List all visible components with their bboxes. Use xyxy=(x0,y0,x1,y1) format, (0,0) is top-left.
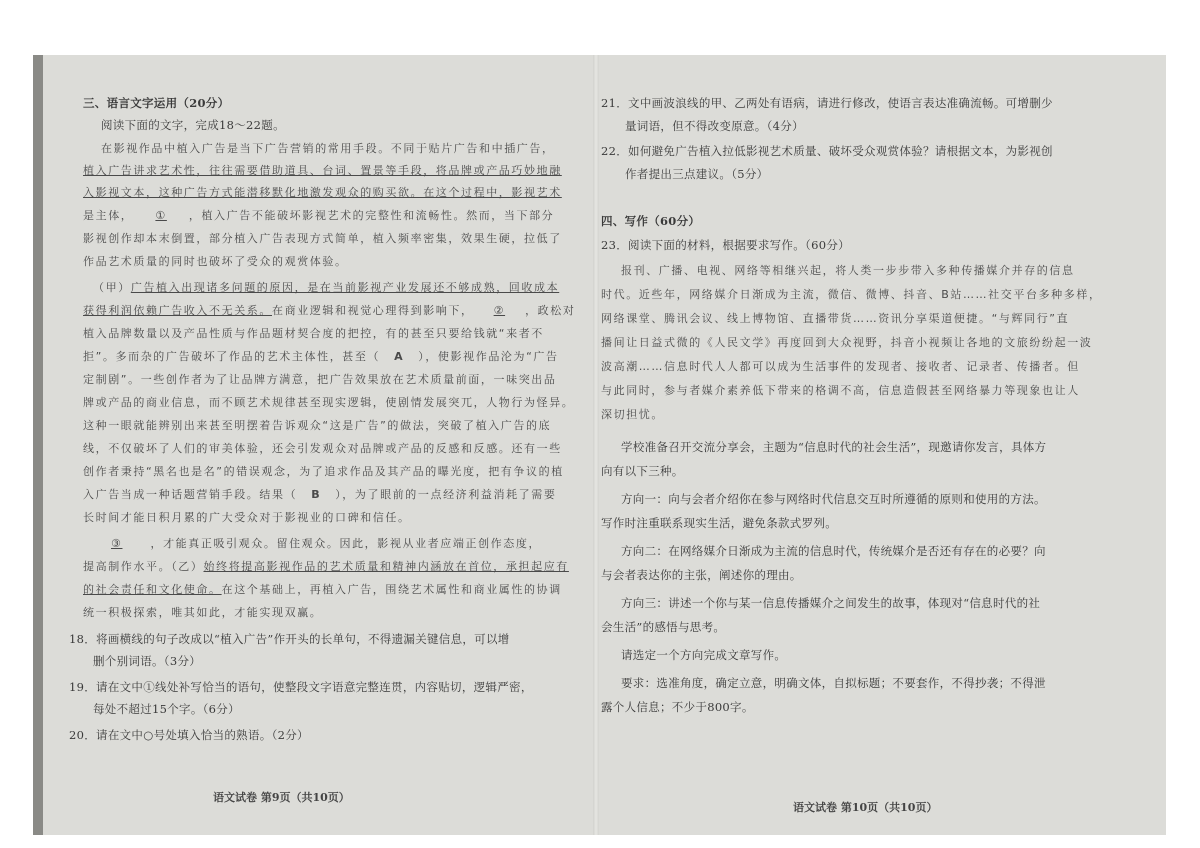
passage-line: 这种一眼就能辨别出来甚至明摆着告诉观众“这是广告”的做法，突破了植入广告的底 xyxy=(83,419,552,432)
question-18: 18．将画横线的句子改成以“植入广告”作开头的长单句，不得遗漏关键信息，可以增 xyxy=(69,632,510,646)
passage-line: 影视创作却本末倒置，部分植入广告表现方式简单，植入频率密集，效果生硬，拉低了 xyxy=(83,232,562,245)
blank-B: B xyxy=(311,488,322,501)
question-20: 20．请在文中○号处填入恰当的熟语。（2分） xyxy=(69,728,309,742)
direction-3-cont: 会生活”的感悟与思考。 xyxy=(601,620,726,634)
material-line: 报刊、广播、电视、网络等相继兴起，将人类一步步带入多种传播媒介并存的信息 xyxy=(621,264,1075,277)
text: 在商业逻辑和视觉心理得到影响下， xyxy=(272,304,474,317)
passage-line xyxy=(83,303,575,319)
passage-line: 长时间才能日积月累的广大受众对于影视业的口碑和信任。 xyxy=(83,511,411,524)
choose-instruction: 请选定一个方向完成文章写作。 xyxy=(621,648,787,662)
direction-2: 方向二：在网络媒介日渐成为主流的信息时代，传统媒介是否还有存在的必要？向 xyxy=(621,544,1046,558)
material-line: 时代。近些年，网络媒介日渐成为主流，微信、微博、抖音、B站……社交平台多种多样， xyxy=(601,288,1102,301)
section-4-title: 四、写作（60分） xyxy=(601,214,701,228)
material-line: 播间让日益式微的《人民文学》再度回到大众视野，抖音小视频让各地的文旅纷纷起一波 xyxy=(601,336,1093,349)
passage-line xyxy=(83,208,554,224)
question-18-cont: 删个别词语。（3分） xyxy=(93,654,202,668)
text: 入广告当成一种话题营销手段。结果（ xyxy=(83,488,298,501)
passage-line: 作品艺术质量的同时也破坏了受众的观赏体验。 xyxy=(83,255,348,268)
text: ），为了眼前的一点经济利益消耗了需要 xyxy=(335,488,557,501)
material-line: 波高潮……信息时代人人都可以成为生活事件的发现者、接收者、记录者、传播者。但 xyxy=(601,360,1080,373)
section-3-title: 三、语言文字运用（20分） xyxy=(83,96,230,110)
passage-line: 牌或产品的商业信息，而不顾艺术规律甚至现实逻辑，使剧情发展突兀，人物行为怪异。 xyxy=(83,396,575,409)
question-22-cont: 作者提出三点建议。（5分） xyxy=(625,167,769,181)
material-line: 与此同时，参与者媒介素养低下带来的格调不高，信息造假甚至网络暴力等现象也让人 xyxy=(601,384,1080,397)
text: 拒”。多而杂的广告破坏了作品的艺术主体性，甚至（ xyxy=(83,350,381,363)
passage-line: 在影视作品中植入广告是当下广告营销的常用手段。不同于贴片广告和中插广告， xyxy=(101,142,555,155)
passage-line xyxy=(83,185,562,201)
passage-line: 线，不仅破坏了人们的审美体验，还会引发观众对品牌或产品的反感和反感。还有一些 xyxy=(83,442,562,455)
requirements: 要求：选准角度，确定立意，明确文体，自拟标题；不要套作，不得抄袭；不得泄 xyxy=(621,676,1046,690)
direction-1-cont: 写作时注重联系现实生活，避免条款式罗列。 xyxy=(601,516,837,530)
question-21-cont: 量词语，但不得改变原意。（4分） xyxy=(625,119,804,133)
requirements-cont: 露个人信息；不少于800字。 xyxy=(601,700,754,714)
passage-line: 植入品牌数量以及产品性质与作品题材契合度的把控，有的甚至只要给钱就“来者不 xyxy=(83,327,544,340)
passage-line xyxy=(83,582,562,598)
text: ），使影视作品沦为“广告 xyxy=(418,350,559,363)
blank-2: ② xyxy=(493,304,506,317)
marker-yi: 提高制作水平。（乙） xyxy=(83,560,204,573)
blank-A: A xyxy=(394,350,405,363)
direction-2-cont: 与会者表达你的主张，阐述你的理由。 xyxy=(601,568,802,582)
passage-line xyxy=(93,280,559,296)
underlined-sentence: 入影视文本，这种广告方式能潜移默化地激发观众的购买欲。在这个过程中，影视艺术 xyxy=(83,186,562,199)
text: ，才能真正吸引观众。留住观众。因此，影视从业者应端正创作态度， xyxy=(150,537,542,550)
task-line: 向有以下三种。 xyxy=(601,464,684,478)
wavy-sentence-yi: 始终将提高影视作品的艺术质量和精神内涵放在首位，承担起应有 xyxy=(203,560,569,573)
question-21: 21．文中画波浪线的甲、乙两处有语病，请进行修改，使语言表达准确流畅。可增删少 xyxy=(601,96,1053,110)
passage-line-underlined: 植入广告讲求艺术性，往往需要借助道具、台词、置景等手段，将品牌或产品巧妙地融 xyxy=(83,164,562,177)
passage-line xyxy=(83,349,559,365)
blank-3: ③ xyxy=(111,537,123,550)
wavy-sentence-jia: 广告植入出现诸多问题的原因，是在当前影视产业发展还不够成熟，回收成本 xyxy=(130,281,560,294)
direction-1: 方向一：向与会者介绍你在参与网络时代信息交互时所遵循的原则和使用的方法。 xyxy=(621,492,1046,506)
page-footer-10: 语文试卷 第10页（共10页） xyxy=(793,801,938,814)
question-19-cont: 每处不超过15个字。（6分） xyxy=(93,702,240,716)
question-23: 23．阅读下面的材料，根据要求写作。（60分） xyxy=(601,238,850,252)
wavy-sentence-jia-end: 获得利润依赖广告收入不无关系。 xyxy=(83,304,272,317)
question-22: 22．如何避免广告植入拉低影视艺术质量、破坏受众观赏体验？请根据文本，为影视创 xyxy=(601,144,1053,158)
passage-line: 统一积极探索，唯其如此，才能实现双赢。 xyxy=(83,606,323,619)
wavy-sentence-yi-end: 的社会责任和文化使命。 xyxy=(83,583,222,596)
material-line: 深切担忧。 xyxy=(601,408,664,421)
paper-edge-shadow xyxy=(33,55,43,835)
passage-line: 定制剧”。一些创作者为了让品牌方满意，把广告效果放在艺术质量前面，一味突出品 xyxy=(83,373,557,386)
page-footer-9: 语文试卷 第9页（共10页） xyxy=(213,791,350,804)
marker-jia: （甲） xyxy=(93,281,131,294)
text: 是主体， xyxy=(83,209,134,222)
page-fold xyxy=(593,55,599,835)
passage-line xyxy=(83,536,541,552)
text: 在这个基础上，再植入广告，围绕艺术属性和商业属性的协调 xyxy=(221,583,562,596)
material-line: 网络课堂、腾讯会议、线上博物馆、直播带货……资讯分享渠道便捷。“与辉同行”直 xyxy=(601,312,1070,325)
passage-line: 创作者秉持“黑名也是名”的错误观念，为了追求作品及其产品的曝光度，把有争议的植 xyxy=(83,465,564,478)
passage-line xyxy=(83,559,569,575)
text: ，政松对 xyxy=(525,304,576,317)
task-line: 学校准备召开交流分享会，主题为“信息时代的社会生活”，现邀请你发言，具体方 xyxy=(621,440,1047,454)
question-19: 19．请在文中①线处补写恰当的语句，使整段文字语意完整连贯，内容贴切，逻辑严密， xyxy=(69,680,533,694)
passage-line xyxy=(83,487,557,503)
text: ，植入广告不能破坏影视艺术的完整性和流畅性。然而，当下部分 xyxy=(188,209,555,222)
reading-instruction: 阅读下面的文字，完成18～22题。 xyxy=(101,118,285,132)
blank-1: ① xyxy=(155,209,167,222)
direction-3: 方向三：讲述一个你与某一信息传播媒介之间发生的故事，体现对“信息时代的社 xyxy=(621,596,1041,610)
exam-sheet xyxy=(33,55,1166,835)
